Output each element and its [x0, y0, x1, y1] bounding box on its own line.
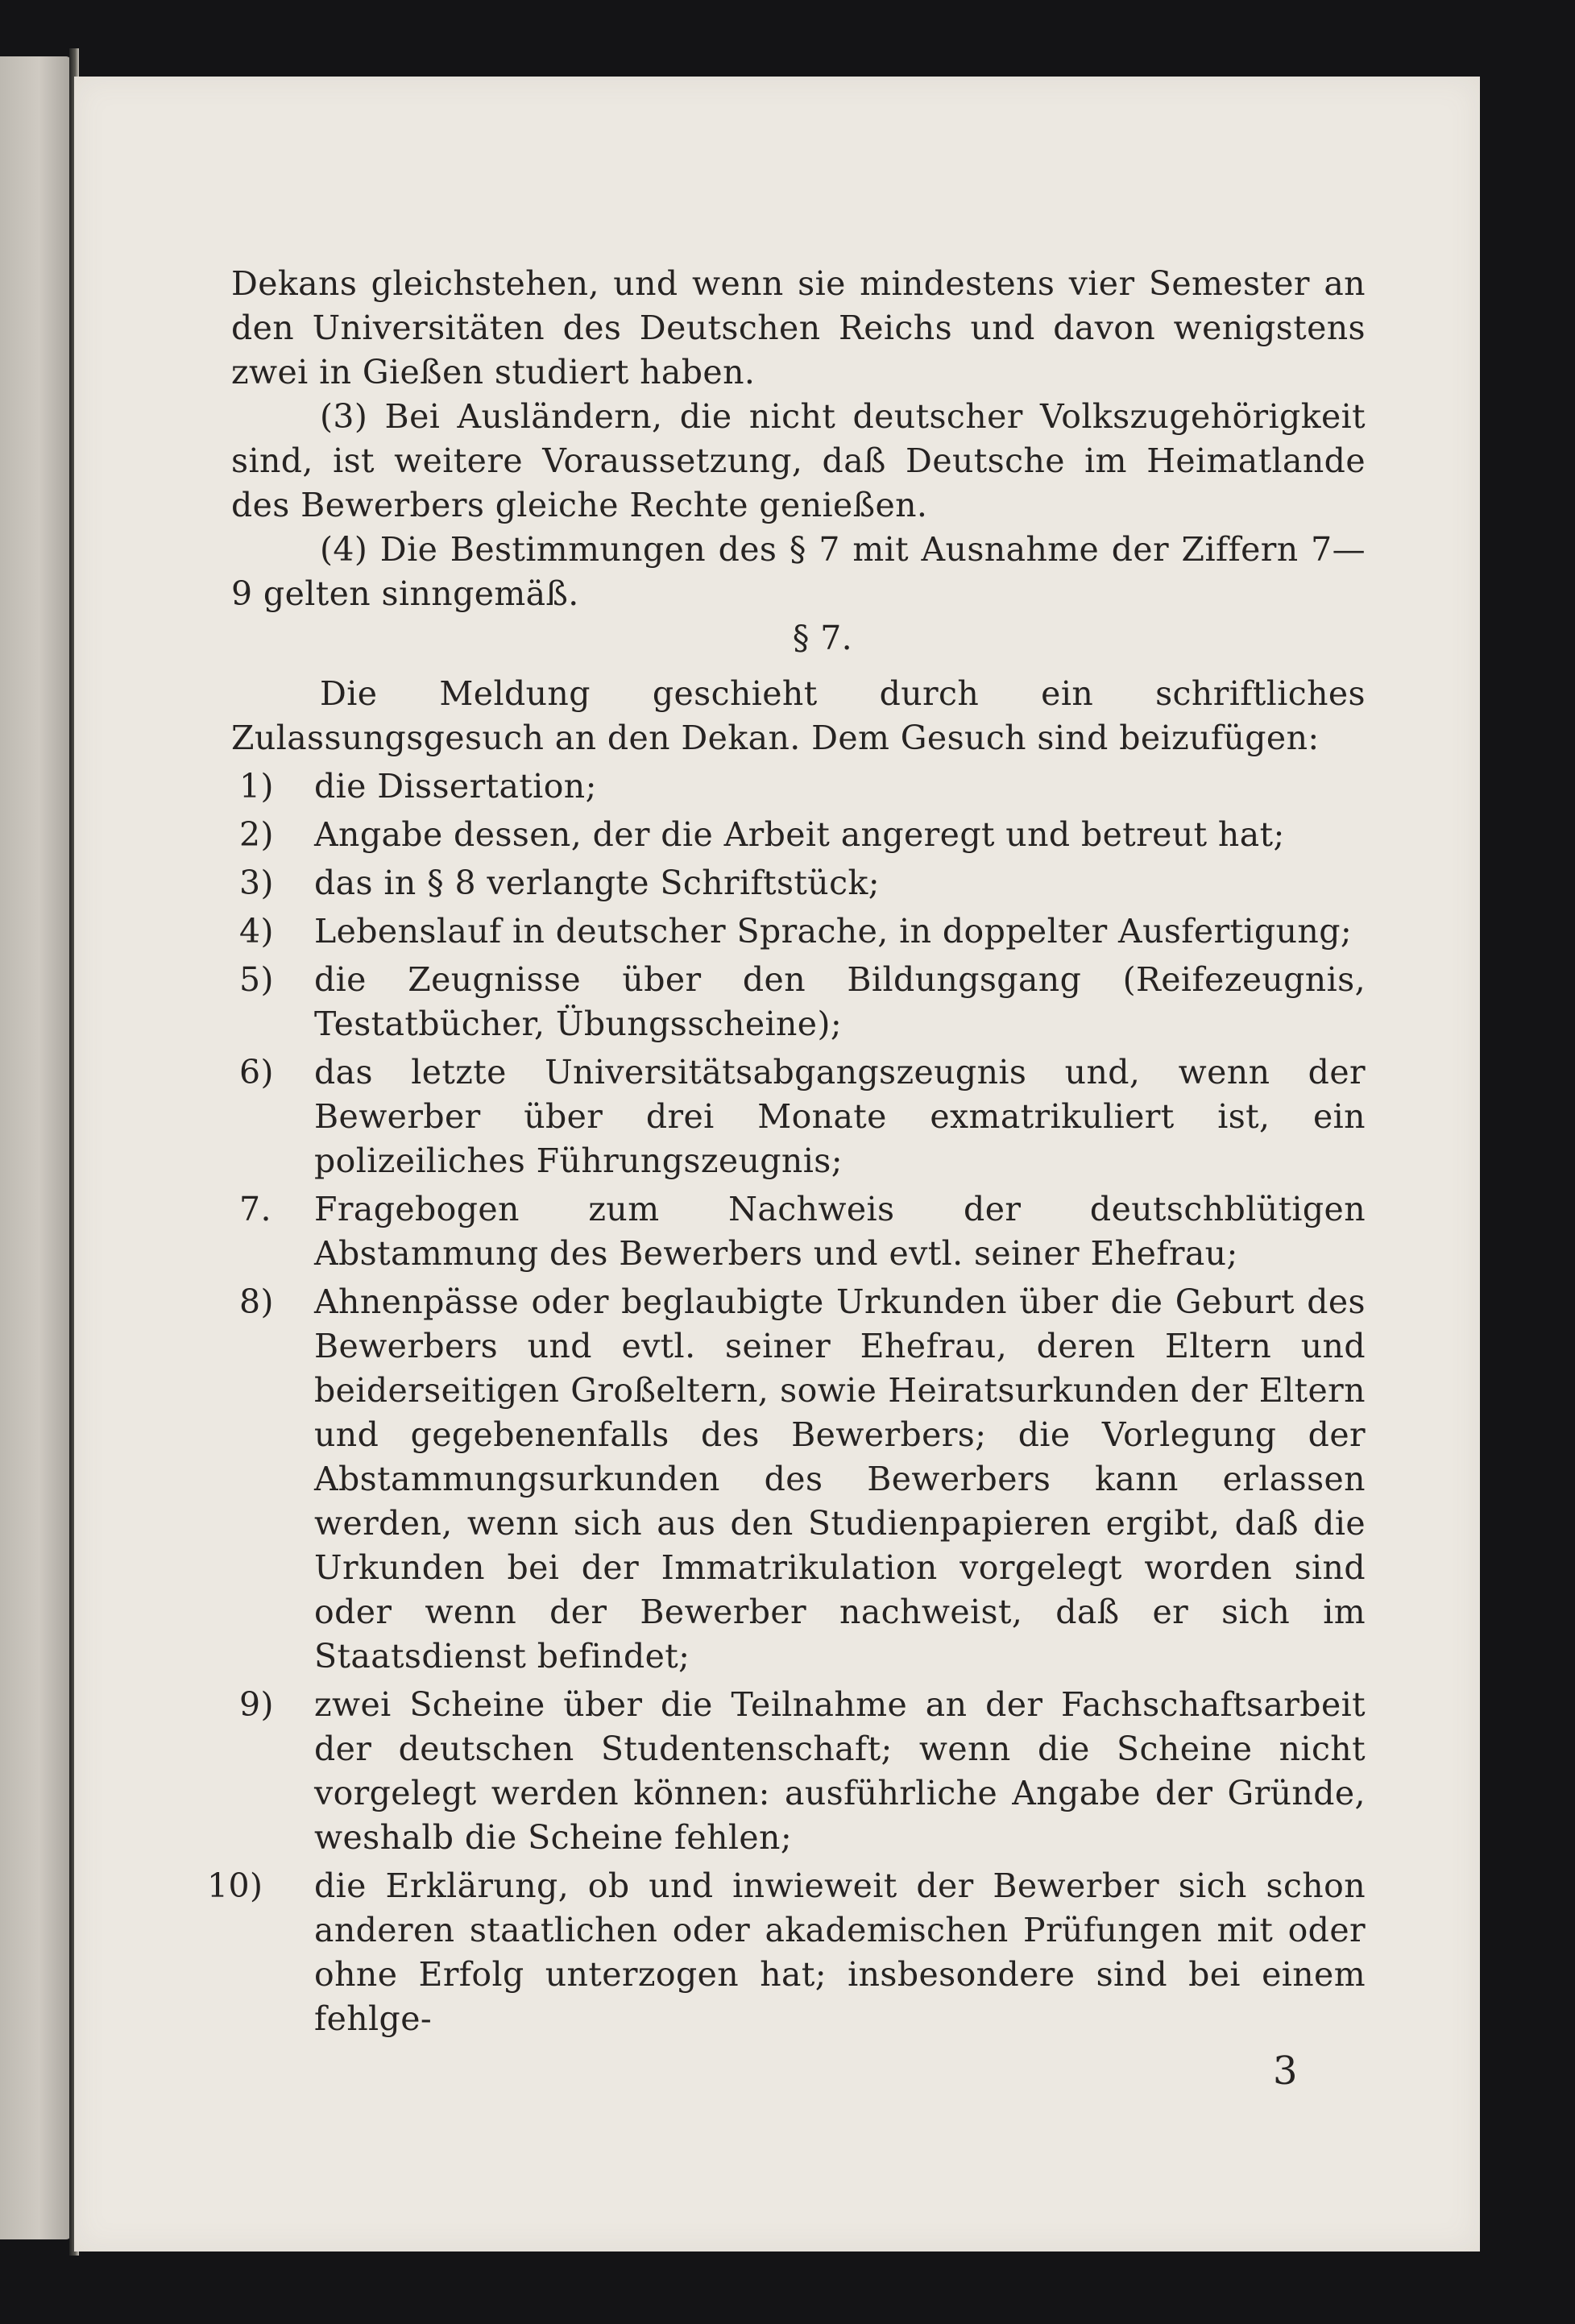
paragraph-4: (4) Die Bestimmungen des § 7 mit Ausnahme der Ziffern 7—9 gelten sinngemäß. [231, 530, 1366, 613]
list-item-number: 9) [239, 1685, 274, 1724]
list-item [231, 861, 1366, 905]
section-intro: Die Meldung geschieht durch ein schriftliches Zulassungsgesuch an den Dekan. Dem Gesuch sind beizufügen: [231, 674, 1366, 757]
list-item-text: Fragebogen zum Nachweis der deutschblütigen Abstammung des Bewerbers und evtl. seiner Ehefrau; [314, 1190, 1366, 1273]
list-item-number: 8) [239, 1282, 274, 1321]
list-item-text: die Erklärung, ob und inwieweit der Bewerber sich schon anderen staatlichen oder akademischen Prüfungen mit oder ohne Erfolg unterzogen hat; insbesondere sind bei einem fehlge- [314, 1866, 1366, 2038]
list-item-number: 10) [207, 1866, 263, 1905]
list-item-number: 4) [239, 912, 274, 951]
list-item [231, 1050, 1366, 1183]
section-heading: § 7. [792, 619, 853, 657]
page-number: 3 [1273, 2049, 1298, 2094]
list-item [231, 1187, 1366, 1276]
list-item [231, 813, 1366, 857]
list-item-text: Ahnenpässe oder beglaubigte Urkunden über die Geburt des Bewerbers und evtl. seiner Ehefrau, deren Eltern und beiderseitigen Großeltern, sowie Heiratsurkunden der Eltern und gegebenenfalls des Bewerbers; die Vorlegung der Abstammungsurkunden des Bewerbers kann erlassen werden, wenn sich aus den Studienpapieren ergibt, daß die Urkunden bei der Immatrikulation vorgelegt worden sind oder wenn der Bewerber nachweist, daß er sich im Staatsdienst befindet; [314, 1282, 1366, 1676]
list-item-text: Angabe dessen, der die Arbeit angeregt und betreut hat; [314, 815, 1285, 854]
list-item [231, 1683, 1366, 1860]
list-item-text: Lebenslauf in deutscher Sprache, in doppelter Ausfertigung; [314, 912, 1353, 951]
page-body [207, 262, 1366, 2045]
document-page [74, 77, 1480, 2252]
paragraph-3: (3) Bei Ausländern, die nicht deutscher Volkszugehörigkeit sind, ist weitere Voraussetzung, daß Deutsche im Heimatlande des Bewerbers gleiche Rechte genießen. [231, 397, 1366, 524]
list-item-text: das letzte Universitätsabgangszeugnis und, wenn der Bewerber über drei Monate exmatrikuliert ist, ein polizeiliches Führungszeugnis; [314, 1053, 1366, 1180]
list-item [207, 1864, 1366, 2041]
list-item-number: 7. [239, 1190, 271, 1228]
paragraph-continuation: Dekans gleichstehen, und wenn sie mindestens vier Semester an den Universitäten des Deutschen Reichs und davon wenigstens zwei in Gießen studiert haben. [231, 264, 1366, 391]
list-item-number: 1) [239, 767, 274, 806]
list-item-number: 6) [239, 1053, 274, 1092]
list-item-text: das in § 8 verlangte Schriftstück; [314, 864, 880, 902]
list-item [231, 909, 1366, 954]
list-item-number: 5) [239, 960, 274, 999]
list-item [231, 764, 1366, 809]
list-item-text: zwei Scheine über die Teilnahme an der Fachschaftsarbeit der deutschen Studentenschaft; wenn die Scheine nicht vorgelegt werden können: ausführliche Angabe der Gründe, weshalb die Scheine fehlen; [314, 1685, 1366, 1857]
facing-page-edge [0, 56, 71, 2239]
list-item-text: die Dissertation; [314, 767, 597, 806]
list-item [231, 1280, 1366, 1679]
list-item-number: 3) [239, 864, 274, 902]
list-item-text: die Zeugnisse über den Bildungsgang (Reifezeugnis, Testatbücher, Übungsscheine); [314, 960, 1366, 1043]
list-item-number: 2) [239, 815, 274, 854]
list-item [231, 958, 1366, 1046]
